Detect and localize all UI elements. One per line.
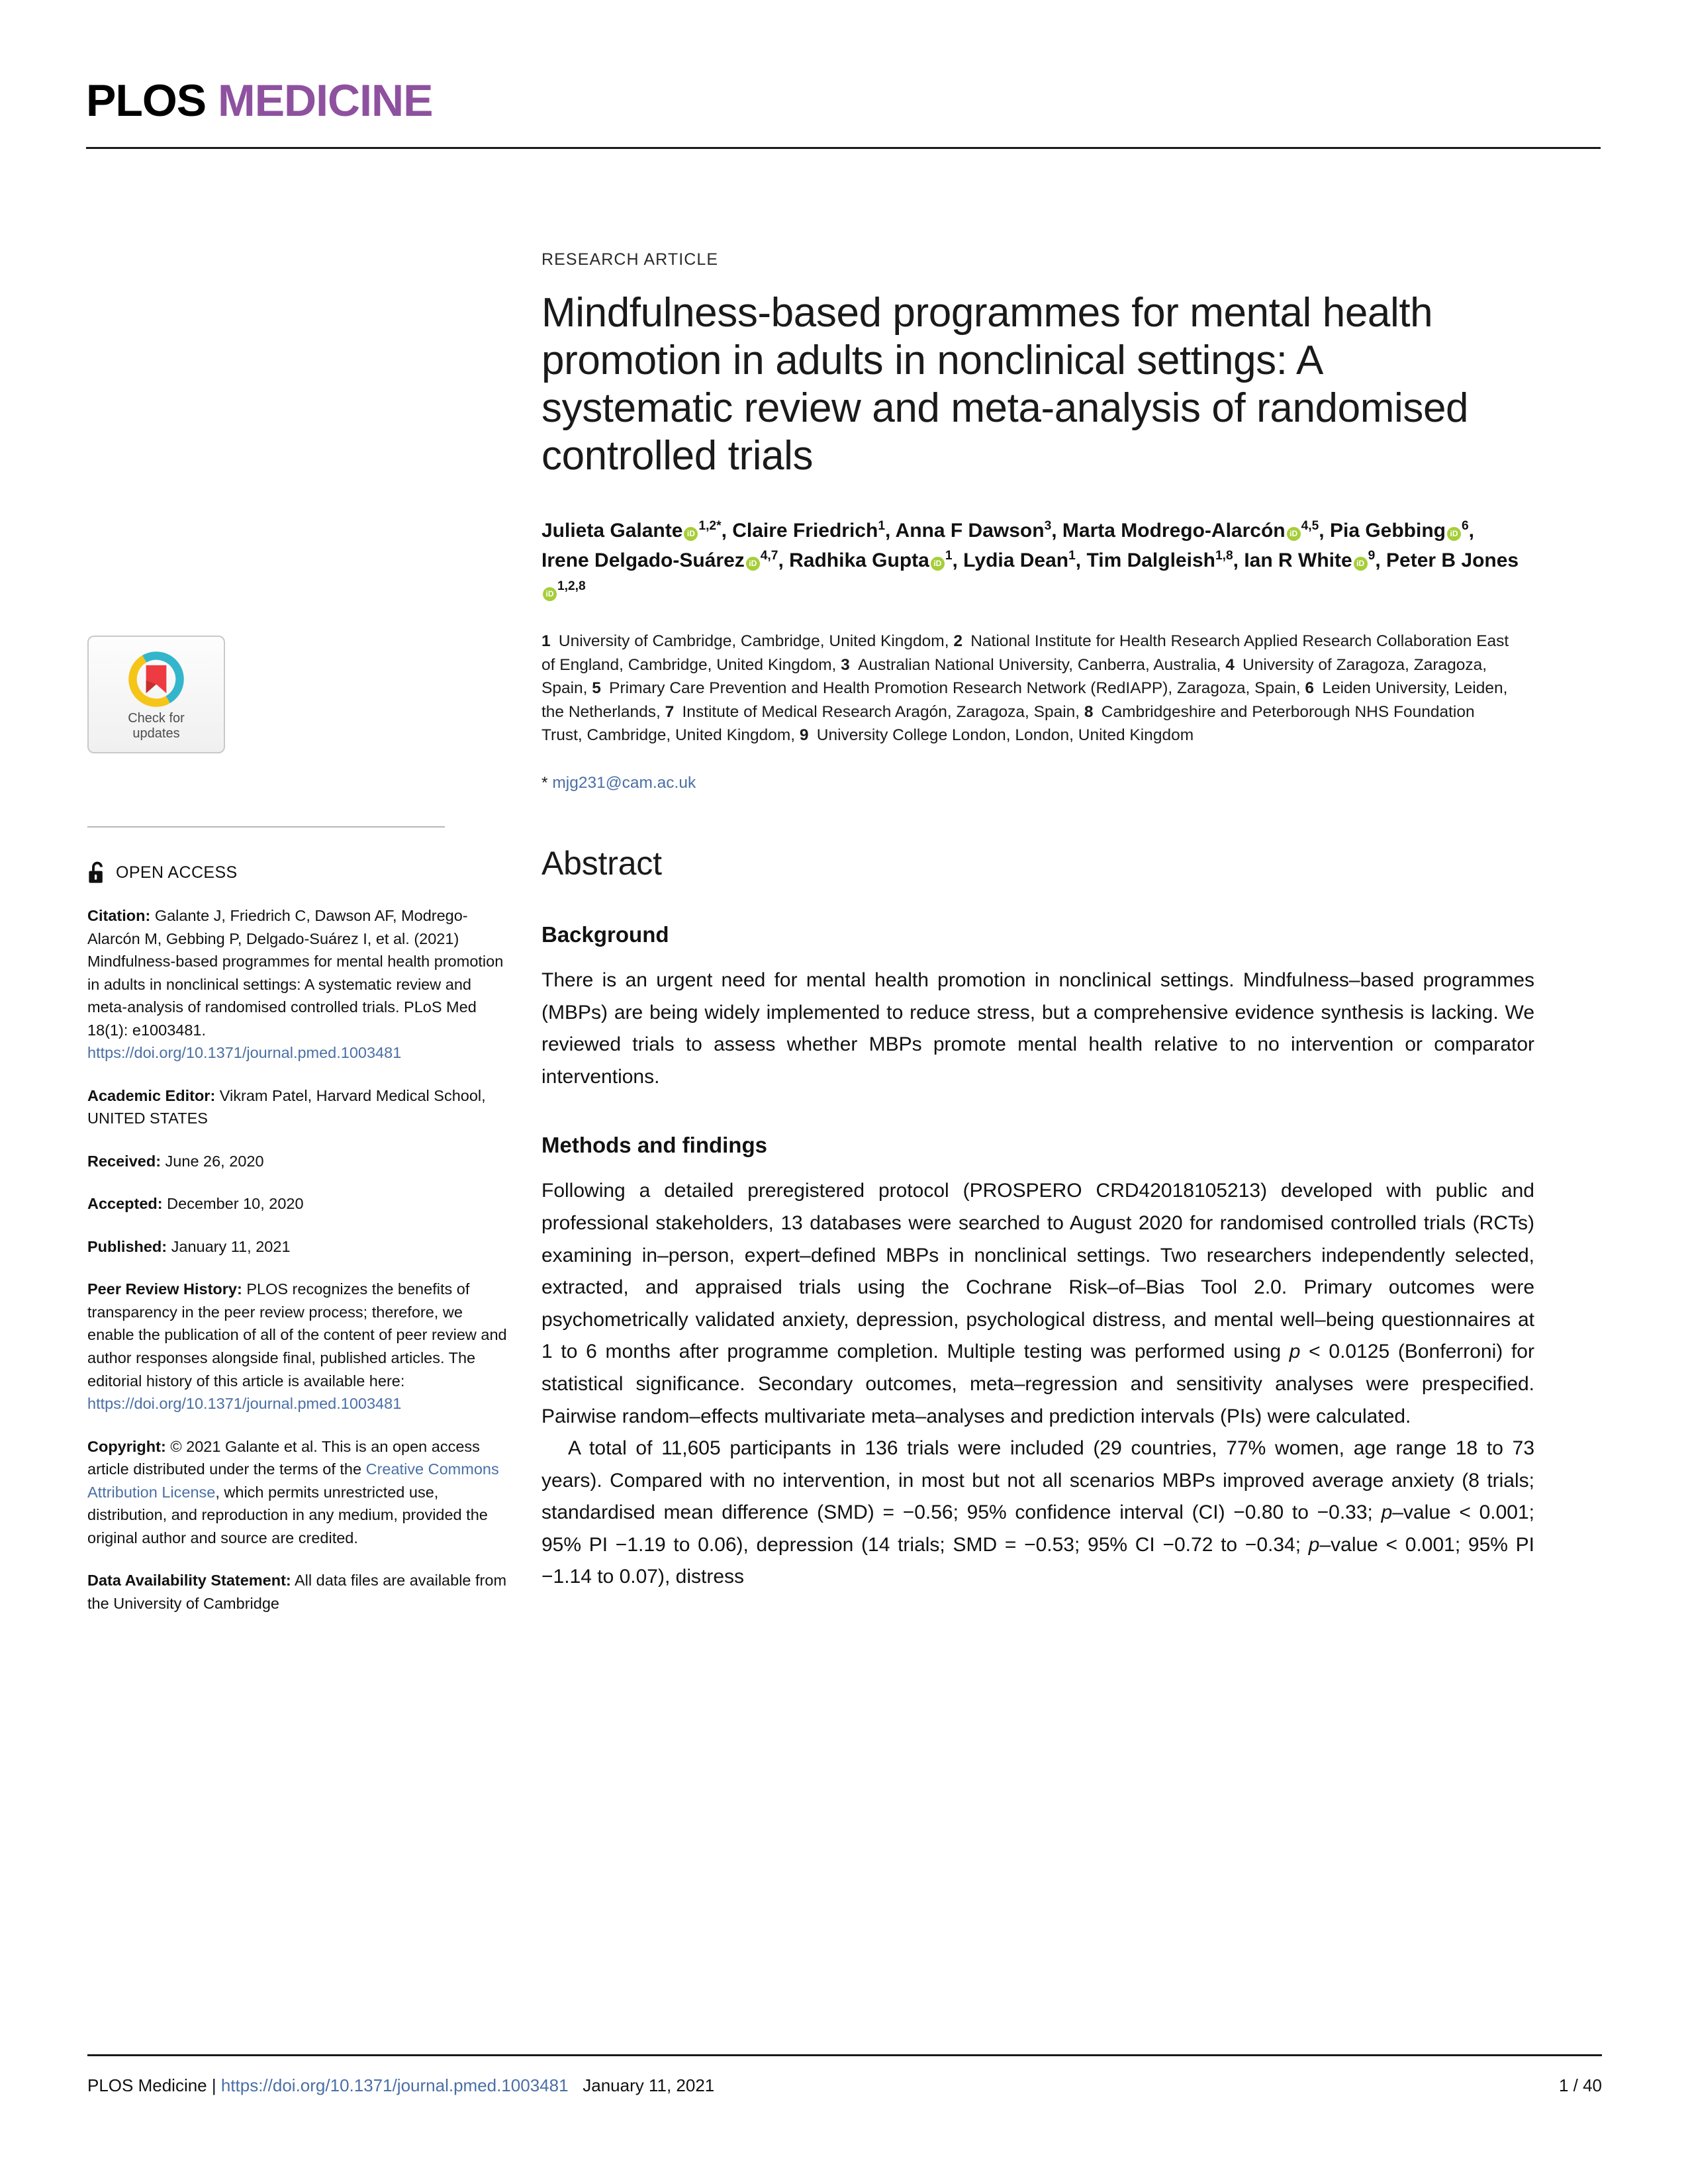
check-for-updates-line1: Check for <box>128 711 185 726</box>
author-separator: , <box>1233 549 1244 572</box>
affiliation-text: Primary Care Prevention and Health Promotion Research Network (RedIAPP), Zaragoza, Spain, <box>600 679 1305 698</box>
academic-editor-block <box>87 1084 511 1130</box>
author-entry[interactable] <box>1086 549 1233 571</box>
corresponding-email-link[interactable]: mjg231@cam.ac.uk <box>552 773 696 792</box>
author-affiliation-marker: 9 <box>1368 549 1376 563</box>
copyright-label: Copyright: <box>87 1437 166 1455</box>
footer-date: January 11, 2021 <box>583 2075 715 2095</box>
article-type-label: RESEARCH ARTICLE <box>541 250 719 269</box>
check-for-updates-line2: updates <box>132 726 180 741</box>
affiliation-text: Institute of Medical Research Aragón, Zaragoza, Spain, <box>674 702 1084 721</box>
abstract-paragraph: There is an urgent need for mental health promotion in nonclinical settings. Mindfulness–based programmes (MBPs) are being widely implemented to reduce stress, but a comprehensive evidence synthesis is lacking. We reviewed trials to assess whether MBPs promote mental health relative to no intervention or comparator interventions. <box>541 969 1534 1088</box>
received-block <box>87 1150 511 1173</box>
footer-page-number: 1 / 40 <box>1558 2075 1602 2095</box>
orcid-icon[interactable]: iD <box>684 527 698 541</box>
author-name: Peter B Jones <box>1386 549 1519 572</box>
author-affiliation-marker: 1 <box>945 549 953 563</box>
author-name: Lydia Dean <box>963 549 1069 572</box>
author-separator: , <box>884 519 896 542</box>
author-affiliation-marker: 1,8 <box>1215 549 1233 563</box>
accepted-block <box>87 1192 511 1215</box>
open-access-label: OPEN ACCESS <box>116 863 238 882</box>
affiliation-text: University of Cambridge, Cambridge, United Kingdom, <box>550 632 954 651</box>
author-entry[interactable] <box>732 520 885 542</box>
masthead-divider <box>86 147 1601 149</box>
author-name: Ian R White <box>1244 549 1352 572</box>
author-entry[interactable] <box>1330 520 1469 542</box>
page-footer <box>87 2075 1602 2096</box>
abstract-heading: Abstract <box>541 844 662 882</box>
affiliation-text: University of Zaragoza, Zaragoza, Spain, <box>541 655 1487 698</box>
accepted-value: December 10, 2020 <box>162 1195 304 1213</box>
orcid-icon[interactable]: iD <box>746 557 760 571</box>
affiliation-number: 3 <box>841 655 850 674</box>
author-separator: , <box>1319 519 1330 542</box>
author-entry[interactable] <box>963 549 1076 571</box>
author-separator: , <box>1075 549 1087 572</box>
author-list <box>541 516 1521 606</box>
accepted-label: Accepted: <box>87 1195 163 1213</box>
author-separator: , <box>778 549 790 572</box>
abstract-section-heading: Methods and findings <box>541 1133 767 1158</box>
author-name: Radhika Gupta <box>789 549 929 572</box>
published-block <box>87 1235 511 1258</box>
affiliation-text: Australian National University, Canberra, Australia, <box>849 655 1226 674</box>
check-for-updates-badge[interactable] <box>87 636 225 753</box>
corresponding-author-line <box>541 774 1536 792</box>
footer-divider <box>87 2054 1602 2056</box>
orcid-icon[interactable]: iD <box>1287 527 1301 541</box>
author-entry[interactable] <box>1244 549 1375 571</box>
author-name: Irene Delgado-Suárez <box>541 549 745 572</box>
orcid-icon[interactable]: iD <box>1354 557 1368 571</box>
peer-review-text: PLOS recognizes the benefits of transparency in the peer review process; therefore, we enable the publication of all of the content of peer review and author responses alongside final, published articles. The editorial history of this article is available here: <box>87 1280 507 1390</box>
abstract-paragraph: Following a detailed preregistered protocol (PROSPERO CRD42018105213) developed with public and professional stakeholders, 13 databases were searched to August 2020 for randomised controlled trials (RCTs) examining in–person, expert–defined MBPs in nonclinical settings. Two researchers independently selected, extracted, and appraised trials using the Cochrane Risk–of–Bias Tool 2.0. Primary outcomes were psychometrically validated anxiety, depression, psychological distress, and mental well–being questionnaires at 1 to 6 months after programme completion. Multiple testing was performed using p < 0.0125 (Bonferroni) for statistical significance. Secondary outcomes, meta–regression and sensitivity analyses were prespecified. Pairwise random–effects multivariate meta–analyses and prediction intervals (PIs) were calculated. <box>541 1180 1534 1427</box>
abstract-body <box>541 922 1536 1593</box>
footer-left <box>87 2075 714 2096</box>
abstract-paragraph: A total of 11,605 participants in 136 trials were included (29 countries, 77% women, age range 18 to 73 years). Compared with no intervention, in most but not all scenarios MBPs improved average anxiety (8 trials; standardised mean difference (SMD) = −0.56; 95% confidence interval (CI) −0.80 to −0.33; p–value < 0.001; 95% PI −1.19 to 0.06), depression (14 trials; SMD = −0.53; 95% CI −0.72 to −0.34; p–value < 0.001; 95% PI −1.14 to 0.07), distress <box>541 1437 1534 1588</box>
page-title: Mindfulness-based programmes for mental health promotion in adults in nonclinical settings: A systematic review and meta-analysis of randomised controlled trials <box>541 290 1469 479</box>
author-affiliation-marker: 1,2,8 <box>557 579 586 593</box>
received-value: June 26, 2020 <box>161 1152 264 1170</box>
abstract-section-heading: Background <box>541 922 669 947</box>
data-availability-label: Data Availability Statement: <box>87 1572 291 1590</box>
academic-editor-label: Academic Editor: <box>87 1086 216 1104</box>
peer-review-link[interactable]: https://doi.org/10.1371/journal.pmed.1003481 <box>87 1395 402 1413</box>
open-access-badge <box>87 861 524 884</box>
copyright-text-before: © 2021 Galante et al. This is an open access article distributed under the terms of the <box>87 1437 480 1478</box>
data-availability-text: All data files are available from the University of Cambridge <box>87 1572 507 1612</box>
copyright-block <box>87 1435 511 1550</box>
article-main <box>541 250 1536 1593</box>
affiliation-text: University College London, London, United Kingdom <box>808 726 1194 745</box>
affiliation-text: Leiden University, Leiden, the Netherlands, <box>541 679 1508 721</box>
author-entry[interactable] <box>896 520 1052 542</box>
affiliation-text: Cambridgeshire and Peterborough NHS Foundation Trust, Cambridge, United Kingdom, <box>541 702 1475 745</box>
author-entry[interactable] <box>541 549 778 571</box>
sidebar-divider <box>87 826 445 828</box>
author-affiliation-marker: 6 <box>1462 518 1469 533</box>
logo-medicine-text: MEDICINE <box>218 75 433 126</box>
journal-masthead <box>86 75 1602 126</box>
corresponding-marker: * <box>541 773 548 792</box>
author-entry[interactable] <box>789 549 952 571</box>
author-separator: , <box>721 519 733 542</box>
author-name: Claire Friedrich <box>732 519 878 542</box>
footer-doi-link[interactable]: https://doi.org/10.1371/journal.pmed.1003481 <box>220 2075 569 2095</box>
author-entry[interactable] <box>1062 520 1319 542</box>
author-affiliation-marker: 1,2* <box>698 518 722 533</box>
affiliation-text: National Institute for Health Research Applied Research Collaboration East of England, Cambridge, United Kingdom, <box>541 632 1509 674</box>
author-affiliation-marker: 1 <box>1068 549 1076 563</box>
citation-text: Galante J, Friedrich C, Dawson AF, Modrego-Alarcón M, Gebbing P, Delgado-Suárez I, et al. (2021) Mindfulness-based programmes for mental health promotion in adults in nonclinical settings: A systematic review and meta-analysis of randomised controlled trials. PLoS Med 18(1): e1003481. <box>87 907 504 1039</box>
author-name: Pia Gebbing <box>1329 519 1446 542</box>
author-affiliation-marker: 4,7 <box>760 549 778 563</box>
affiliation-number: 9 <box>799 726 809 745</box>
affiliation-number: 4 <box>1225 655 1235 674</box>
author-separator: , <box>1468 519 1475 542</box>
affiliation-number: 6 <box>1305 679 1315 698</box>
author-name: Julieta Galante <box>541 519 683 542</box>
affiliation-number: 5 <box>592 679 601 698</box>
affiliation-number: 7 <box>665 702 675 721</box>
author-name: Marta Modrego-Alarcón <box>1062 519 1286 542</box>
peer-review-label: Peer Review History: <box>87 1280 242 1298</box>
affiliation-number: 1 <box>541 632 551 651</box>
affiliation-list <box>541 630 1515 747</box>
received-label: Received: <box>87 1152 162 1170</box>
author-separator: , <box>1051 519 1062 542</box>
footer-journal-name: PLOS Medicine | <box>87 2075 221 2095</box>
author-affiliation-marker: 1 <box>878 518 885 533</box>
author-separator: , <box>952 549 964 572</box>
author-affiliation-marker: 3 <box>1044 518 1052 533</box>
peer-review-history-block <box>87 1278 511 1415</box>
citation-block <box>87 904 511 1065</box>
author-separator: , <box>1375 549 1387 572</box>
citation-label: Citation: <box>87 907 151 924</box>
creative-commons-license-link[interactable]: Creative Commons Attribution License <box>87 1460 499 1501</box>
published-value: January 11, 2021 <box>167 1237 291 1255</box>
published-label: Published: <box>87 1237 167 1255</box>
open-lock-icon <box>87 861 107 884</box>
author-entry[interactable] <box>541 520 722 542</box>
sidebar <box>87 636 524 1615</box>
academic-editor-value: Vikram Patel, Harvard Medical School, UNITED STATES <box>87 1086 486 1127</box>
logo-plos-text: PLOS <box>86 75 207 126</box>
crossmark-icon <box>124 647 188 711</box>
affiliation-number: 2 <box>953 632 962 651</box>
author-name: Anna F Dawson <box>895 519 1045 542</box>
orcid-icon[interactable]: iD <box>543 587 557 601</box>
citation-doi-link[interactable]: https://doi.org/10.1371/journal.pmed.1003481 <box>87 1044 402 1062</box>
copyright-text-after: , which permits unrestricted use, distribution, and reproduction in any medium, provided the original author and source are credited. <box>87 1483 488 1546</box>
affiliation-number: 8 <box>1084 702 1094 721</box>
journal-logo[interactable] <box>86 75 1602 126</box>
orcid-icon[interactable]: iD <box>931 557 945 571</box>
author-affiliation-marker: 4,5 <box>1301 518 1319 533</box>
author-name: Tim Dalgleish <box>1086 549 1215 572</box>
data-availability-block <box>87 1569 511 1615</box>
orcid-icon[interactable]: iD <box>1447 527 1461 541</box>
